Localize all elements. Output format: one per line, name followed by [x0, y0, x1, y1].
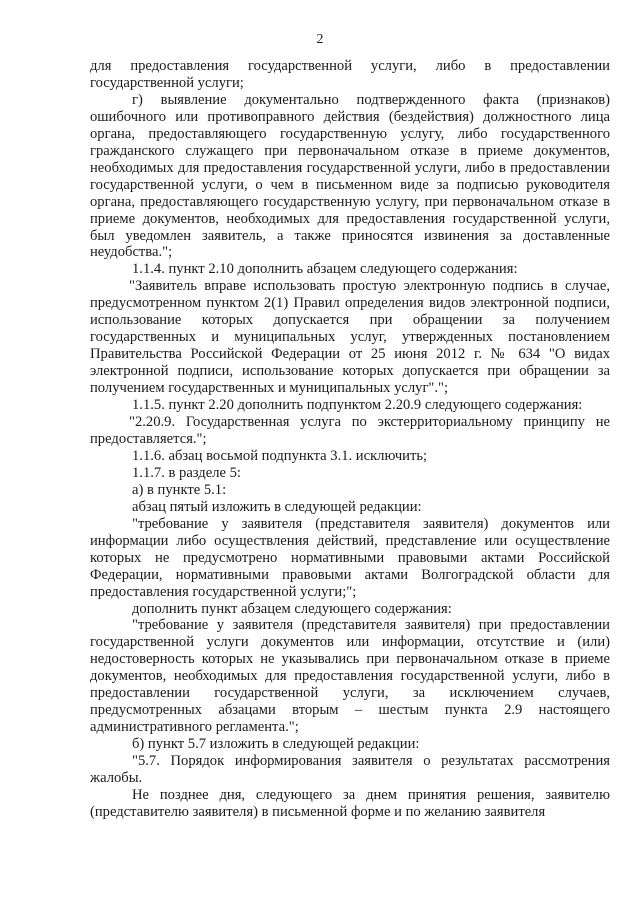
- paragraph-deadline: Не позднее дня, следующего за днем принятия решения, заявителю (представителю заявителя) в письменной форме и по желанию заявителя: [90, 786, 610, 820]
- paragraph-requirement-1: "требование у заявителя (представителя заявителя) документов или информации либо осуществления действий, представление или осуществление которых не предусмотрено нормативными правовыми актами Российской Федерации, нормативными правовыми актами Волгоградской области для предоставления государственной услуги;";: [90, 515, 610, 600]
- paragraph-item-g: г) выявление документально подтвержденного факта (признаков) ошибочного или противоправного действия (бездействия) должностного лица органа, предоставляющего государственную услугу, либо государственного гражданского служащего при первоначальном отказе в приеме документов, необходимых для предоставления государственной услуги, либо в предоставлении государственной услуги, о чем в письменном виде за подписью руководителя органа, предоставляющего государственную услугу, при первоначальном отказе в приеме документов, необходимых для предоставления государственной услуги, был уведомлен заявитель, а также приносятся извинения за доставленные неудобства.";: [90, 91, 610, 261]
- paragraph-1-1-4: 1.1.4. пункт 2.10 дополнить абзацем следующего содержания:: [132, 261, 518, 278]
- paragraph-1-1-5: 1.1.5. пункт 2.20 дополнить подпунктом 2.20.9 следующего содержания:: [132, 397, 583, 414]
- paragraph-add-abzats: дополнить пункт абзацем следующего содержания:: [132, 600, 452, 617]
- paragraph-item-a: а) в пункте 5.1:: [132, 481, 227, 498]
- paragraph-requirement-2: "требование у заявителя (представителя заявителя) при предоставлении государственной услуги документов или информации, отсутствие и (или) недостоверность которых не указывались при первоначальном отказе в приеме документов, необходимых для предоставления государственной услуги, либо в предоставлении государственной услуги, за исключением случаев, предусмотренных абзацами вторым – шестым пункта 2.9 настоящего административного регламента.";: [90, 617, 610, 736]
- paragraph-5-7: "5.7. Порядок информирования заявителя о результатах рассмотрения жалобы.: [90, 753, 610, 787]
- paragraph-abzats-pyatyi: абзац пятый изложить в следующей редакции:: [132, 498, 422, 515]
- paragraph-1-1-6: 1.1.6. абзац восьмой подпункта 3.1. исключить;: [132, 447, 428, 464]
- paragraph-electronic-signature: "Заявитель вправе использовать простую электронную подпись в случае, предусмотренном пунктом 2(1) Правил определения видов электронной подписи, использование которых допускается при обращении за получением государственных и муниципальных услуг, утвержденных постановлением Правительства Российской Федерации от 25 июня 2012 г. № 634 "О видах электронной подписи, использование которых допускается при обращении за получением государственных и муниципальных услуг".";: [90, 278, 610, 397]
- paragraph-1-1-7: 1.1.7. в разделе 5:: [132, 464, 241, 481]
- paragraph-continuation: для предоставления государственной услуги, либо в предоставлении государственной услуги;: [90, 58, 610, 91]
- document-body: [90, 58, 610, 821]
- paragraph-2-20-9: "2.20.9. Государственная услуга по экстерриториальному принципу не предоставляется.";: [90, 414, 610, 447]
- page-number: 2: [316, 32, 324, 47]
- paragraph-item-b: б) пункт 5.7 изложить в следующей редакции:: [132, 736, 420, 753]
